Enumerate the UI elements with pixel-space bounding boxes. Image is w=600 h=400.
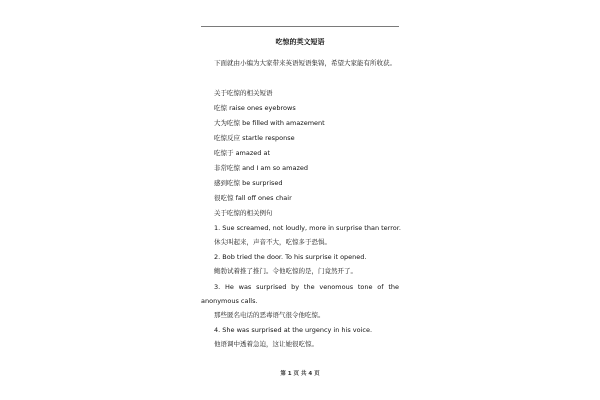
example-sentence-en: 4. She was surprised at the urgency in his voice. xyxy=(214,326,373,334)
phrase-item: 吃惊反应 startle response xyxy=(214,134,295,142)
header-rule xyxy=(201,26,399,27)
example-sentence-zh: 休尖叫起来，声音不大，吃惊多于恐惧。 xyxy=(214,238,331,246)
example-sentence-en: 3. He was surprised by the venomous tone of the xyxy=(214,283,399,291)
example-sentence-zh: 那些匿名电话的恶毒语气很令他吃惊。 xyxy=(214,311,325,319)
example-sentence-en: 1. Sue screamed, not loudly, more in surprise than terror. xyxy=(214,224,401,232)
phrase-item: 非常吃惊 and I am so amazed xyxy=(214,164,308,172)
document-title: 吃惊的英文短语 xyxy=(275,38,325,46)
phrases-heading: 关于吃惊的相关短语 xyxy=(214,89,273,97)
phrase-item: 大为吃惊 be filled with amazement xyxy=(214,119,325,127)
phrase-item: 很吃惊 fall off ones chair xyxy=(214,194,292,202)
example-sentence-en-continued: anonymous calls. xyxy=(201,297,258,305)
page-number-footer: 第 1 页 共 4 页 xyxy=(280,371,320,377)
phrase-item: 吃惊于 amazed at xyxy=(214,149,270,157)
phrase-item: 吃惊 raise ones eyebrows xyxy=(214,104,296,112)
intro-paragraph: 下面就由小编为大家带来英语短语集锦，希望大家能有所收获。 xyxy=(214,59,396,67)
example-sentence-en: 2. Bob tried the door. To his surprise it opened. xyxy=(214,253,367,261)
examples-heading: 关于吃惊的相关例句 xyxy=(214,209,273,217)
example-sentence-zh: 鲍勃试着推了推门。令他吃惊的是，门竟然开了。 xyxy=(214,267,357,275)
phrase-item: 感到吃惊 be surprised xyxy=(214,179,283,187)
example-sentence-zh: 他语调中透着急迫，这让她很吃惊。 xyxy=(214,340,318,348)
